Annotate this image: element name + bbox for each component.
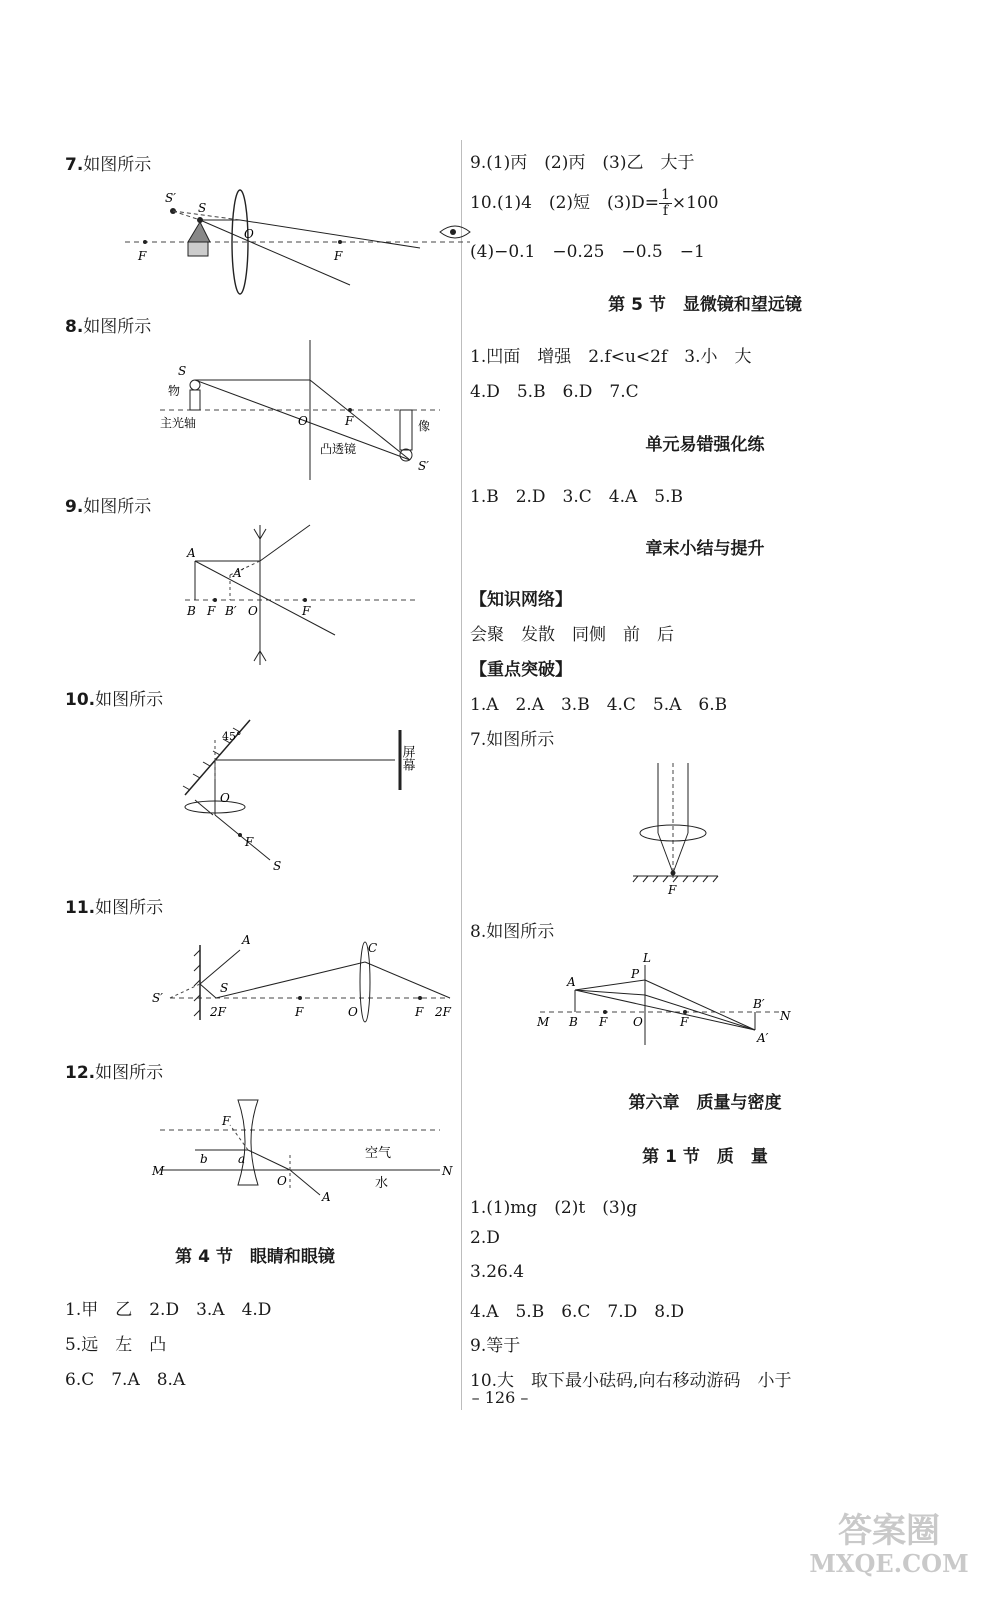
svg-text:S: S	[198, 201, 207, 215]
rq7-label: 7.如图所示	[470, 730, 555, 750]
svg-text:A: A	[242, 933, 251, 947]
svg-text:O: O	[220, 791, 230, 805]
section-1-title: 第 1 节 质 量	[642, 1147, 768, 1167]
svg-text:F: F	[415, 1005, 424, 1019]
q8-label: 8.如图所示	[65, 317, 152, 337]
svg-text:S′: S′	[165, 191, 176, 205]
s5-line-2: 4.D 5.B 6.D 7.C	[470, 382, 639, 402]
knowledge-network-heading: 【知识网络】	[470, 590, 572, 610]
q8-figure	[150, 335, 450, 485]
svg-text:N: N	[442, 1164, 453, 1178]
r9-line: 9.(1)丙 (2)丙 (3)乙 大于	[470, 153, 695, 173]
knowledge-network-line: 会聚 发散 同侧 前 后	[470, 625, 674, 645]
svg-text:主光轴: 主光轴	[160, 416, 197, 430]
q9-figure	[175, 515, 425, 670]
svg-text:F: F	[668, 883, 677, 897]
rq8-label: 8.如图所示	[470, 922, 555, 942]
unit-practice-line: 1.B 2.D 3.C 4.A 5.B	[470, 487, 683, 507]
svg-text:45°: 45°	[222, 730, 242, 743]
s4-line-1: 1.甲 乙 2.D 3.A 4.D	[65, 1300, 272, 1320]
q11-label: 11.如图所示	[65, 898, 164, 918]
q12-figure	[150, 1085, 460, 1205]
svg-text:M: M	[537, 1015, 550, 1029]
c6-line-2: 2.D	[470, 1228, 500, 1248]
q10-label: 10.如图所示	[65, 690, 164, 710]
svg-text:N: N	[780, 1009, 791, 1023]
svg-text:F: F	[245, 835, 254, 849]
page-number: – 126 –	[471, 1388, 529, 1407]
c6-line-5: 9.等于	[470, 1336, 521, 1356]
svg-text:O: O	[298, 414, 308, 428]
c6-line-3: 3.26.4	[470, 1262, 525, 1282]
svg-text:C: C	[368, 941, 378, 955]
svg-text:S: S	[220, 981, 229, 995]
svg-text:P: P	[631, 967, 640, 981]
svg-text:2F: 2F	[210, 1005, 226, 1019]
q12-label: 12.如图所示	[65, 1063, 164, 1083]
svg-text:F: F	[207, 604, 216, 618]
svg-text:S: S	[273, 859, 282, 873]
svg-text:F: F	[295, 1005, 304, 1019]
svg-text:物: 物	[168, 384, 181, 398]
svg-text:O: O	[633, 1015, 643, 1029]
svg-text:a: a	[238, 1152, 246, 1166]
c6-line-4: 4.A 5.B 6.C 7.D 8.D	[470, 1302, 685, 1322]
svg-text:A: A	[322, 1190, 331, 1204]
q9-label: 9.如图所示	[65, 497, 152, 517]
svg-text:F: F	[599, 1015, 608, 1029]
svg-text:F: F	[222, 1114, 231, 1128]
chapter-summary-title: 章末小结与提升	[645, 539, 765, 559]
watermark-logo	[807, 1502, 972, 1580]
s5-line-1: 1.凹面 增强 2.f<u<2f 3.小 大	[470, 347, 752, 367]
svg-text:F: F	[345, 414, 354, 428]
svg-text:B′: B′	[753, 997, 765, 1011]
rq7-figure	[628, 758, 728, 898]
key-breakthrough-line: 1.A 2.A 3.B 4.C 5.A 6.B	[470, 695, 728, 715]
svg-text:屏幕: 屏幕	[399, 745, 415, 771]
q7-label: 7.如图所示	[65, 155, 152, 175]
column-divider	[461, 140, 462, 1410]
svg-text:S′: S′	[152, 991, 163, 1005]
s4-line-3: 6.C 7.A 8.A	[65, 1370, 186, 1390]
svg-text:2F: 2F	[435, 1005, 451, 1019]
svg-text:F: F	[302, 604, 311, 618]
svg-text:O: O	[348, 1005, 358, 1019]
svg-text:L: L	[643, 951, 651, 965]
svg-text:MXQE.COM: MXQE.COM	[809, 1549, 969, 1578]
svg-text:F: F	[138, 249, 147, 263]
svg-text:A′: A′	[757, 1031, 769, 1045]
svg-text:B: B	[569, 1015, 578, 1029]
q11-figure	[150, 920, 460, 1030]
r10-part4: (4)−0.1 −0.25 −0.5 −1	[470, 242, 705, 262]
c6-line-6: 10.大 取下最小砝码,向右移动游码 小于	[470, 1371, 792, 1391]
svg-text:A: A	[187, 546, 196, 560]
rq8-figure	[535, 950, 795, 1050]
svg-text:水: 水	[375, 1176, 389, 1191]
svg-text:B: B	[187, 604, 196, 618]
svg-text:b: b	[200, 1152, 208, 1166]
section-5-title: 第 5 节 显微镜和望远镜	[608, 295, 802, 315]
key-breakthrough-heading: 【重点突破】	[470, 660, 572, 680]
svg-text:空气: 空气	[365, 1146, 392, 1161]
r10-fraction: $\frac{1}{f}$	[660, 187, 670, 219]
q7-figure	[120, 180, 480, 300]
chapter-6-title: 第六章 质量与密度	[628, 1093, 782, 1113]
section-4-title: 第 4 节 眼睛和眼镜	[175, 1247, 335, 1267]
c6-line-1: 1.(1)mg (2)t (3)g	[470, 1198, 638, 1218]
svg-text:S: S	[178, 364, 187, 378]
q10-figure	[175, 710, 425, 875]
svg-text:B′: B′	[225, 604, 237, 618]
svg-text:A: A	[567, 975, 576, 989]
svg-text:F: F	[334, 249, 343, 263]
svg-text:A′: A′	[233, 566, 245, 580]
svg-text:O: O	[248, 604, 258, 618]
r10-line: 10.(1)4 (2)短 (3)D= $\frac{1}{f}$ ×100	[470, 187, 719, 219]
unit-practice-title: 单元易错强化练	[645, 435, 765, 455]
svg-text:F: F	[680, 1015, 689, 1029]
svg-text:M: M	[152, 1164, 165, 1178]
svg-text:O: O	[244, 227, 254, 241]
s4-line-2: 5.远 左 凸	[65, 1335, 167, 1355]
svg-text:凸透镜: 凸透镜	[320, 442, 357, 456]
svg-text:O: O	[277, 1174, 287, 1188]
svg-text:答案圈: 答案圈	[838, 1511, 940, 1551]
svg-text:S′: S′	[418, 459, 429, 473]
svg-text:像: 像	[418, 419, 431, 433]
